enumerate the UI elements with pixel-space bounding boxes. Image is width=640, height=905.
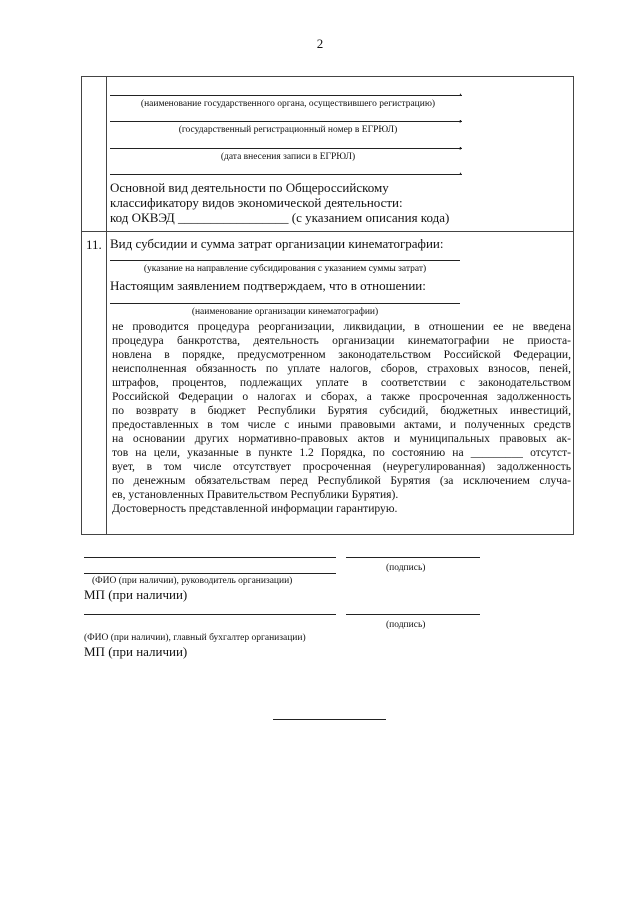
- head-signature-caption: (подпись): [386, 563, 426, 573]
- organization-name-field[interactable]: [110, 303, 460, 304]
- subsidy-direction-caption: (указание на направление субсидирования с указанием суммы затрат): [143, 264, 427, 274]
- page-number: 2: [316, 36, 324, 51]
- item-number: 11.: [86, 237, 102, 252]
- confirmation-body: [112, 320, 571, 516]
- body-line: вует, в том числе отсутствует просроченная (неурегулированная) задолженность: [112, 460, 571, 473]
- body-line: не проводится процедура реорганизации, ликвидации, в отношении ее не введена: [112, 320, 571, 333]
- subsidy-direction-field[interactable]: [110, 260, 460, 261]
- head-name-field[interactable]: [84, 557, 336, 558]
- body-line: ев, установленных Правительством Республики Бурятия).: [112, 488, 399, 501]
- line-end-period: .: [459, 163, 462, 177]
- closing-rule: [273, 719, 386, 720]
- entry-date-field[interactable]: [110, 148, 462, 149]
- entry-date-caption: (дата внесения записи в ЕГРЮЛ): [220, 152, 356, 162]
- activity-line-3: код ОКВЭД _________________ (с указанием описания кода): [110, 210, 450, 225]
- row-divider: [82, 231, 573, 232]
- reg-number-field[interactable]: [110, 121, 462, 122]
- confirm-text: Настоящим заявлением подтверждаем, что в отношении:: [110, 278, 426, 293]
- activity-line-1: Основной вид деятельности по Общероссийскому: [110, 180, 389, 195]
- body-line: штрафов, процентов, подлежащих уплате в соответствии с законодательством: [112, 376, 571, 389]
- activity-line-2: классификатору видов экономической деятельности:: [110, 195, 403, 210]
- head-name-caption: (ФИО (при наличии), руководитель организации): [92, 576, 293, 586]
- authority-caption: (наименование государственного органа, осуществившего регистрацию): [140, 99, 436, 109]
- head-signature-field[interactable]: [346, 557, 480, 558]
- line-end-comma: .: [459, 84, 462, 98]
- body-line: новлена в порядке, предусмотренном законодательством Российской Федерации,: [112, 348, 571, 361]
- accountant-name-caption: (ФИО (при наличии), главный бухгалтер организации): [84, 633, 306, 643]
- body-line: предоставленных в том числе с иными правовыми актами, и полученных средств: [112, 418, 571, 431]
- body-line: Достоверность представленной информации гарантирую.: [112, 502, 398, 515]
- body-line: по денежным обязательствам перед Республикой Бурятия (за исключением случа-: [112, 474, 571, 487]
- head-name-field-2[interactable]: [84, 573, 336, 574]
- reg-number-caption: (государственный регистрационный номер в ЕГРЮЛ): [178, 125, 398, 135]
- accountant-signature-field[interactable]: [346, 614, 480, 615]
- head-stamp-label: МП (при наличии): [84, 587, 188, 602]
- line-end-comma: ,: [459, 137, 462, 151]
- body-line: Российской Федерации о налогах и сборах, а также просроченная задолженность: [112, 390, 571, 403]
- accountant-signature-caption: (подпись): [386, 620, 426, 630]
- accountant-stamp-label: МП (при наличии): [84, 644, 188, 659]
- body-line: по возврату в бюджет Республики Бурятия субсидий, бюджетных инвестиций,: [112, 404, 571, 417]
- body-line: неисполненная обязанность по уплате налогов, сборов, страховых взносов, пеней,: [112, 362, 571, 375]
- extra-field[interactable]: [110, 174, 462, 175]
- column-divider: [106, 77, 107, 534]
- body-line: процедура банкротства, деятельность организации кинематографии не приоста-: [112, 334, 571, 347]
- authority-field[interactable]: [110, 95, 462, 96]
- subsidy-title: Вид субсидии и сумма затрат организации кинематографии:: [110, 236, 444, 251]
- organization-name-caption: (наименование организации кинематографии): [191, 307, 379, 317]
- body-line: на основании других нормативно-правовых актов и муниципальных правовых ак-: [112, 432, 571, 445]
- accountant-name-field[interactable]: [84, 614, 336, 615]
- line-end-comma: ,: [459, 110, 462, 124]
- body-line: тов на цели, указанные в пункте 1.2 Порядка, по состоянию на _________ отсутст-: [112, 446, 571, 459]
